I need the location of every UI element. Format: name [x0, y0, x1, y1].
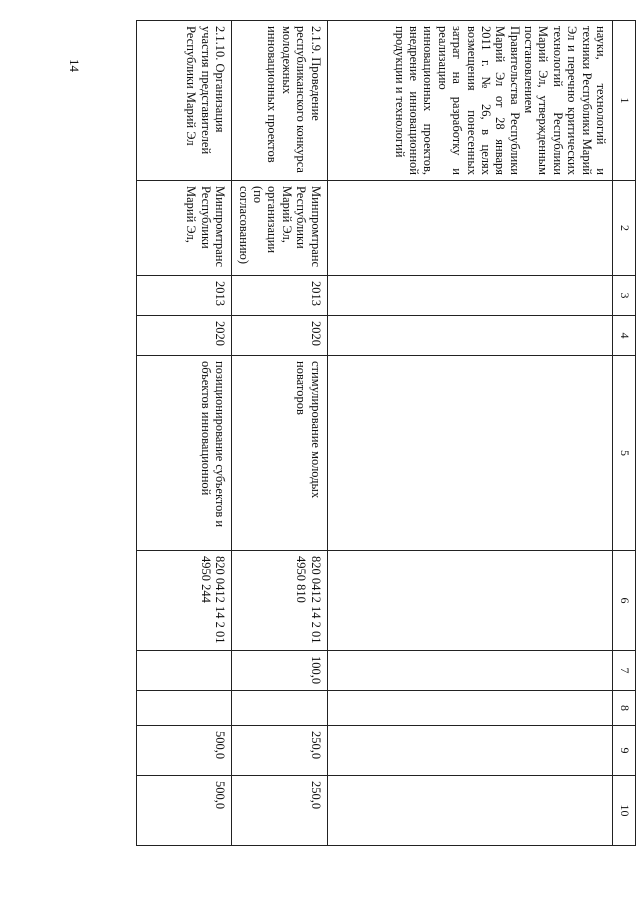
value-cell	[327, 691, 612, 726]
value-cell	[327, 776, 612, 846]
value-cell	[232, 691, 327, 726]
budget-code-cell	[327, 551, 612, 651]
header-cell: 9	[612, 726, 635, 776]
value-cell: 500,0	[137, 776, 232, 846]
table-row	[327, 21, 612, 846]
table-row	[137, 21, 232, 846]
end-year-cell: 2020	[232, 316, 327, 356]
value-cell: 250,0	[232, 776, 327, 846]
value-cell	[137, 651, 232, 691]
table-header-row	[612, 21, 635, 846]
start-year-cell	[327, 276, 612, 316]
budget-code-cell: 820 0412 14 2 01 4950 810	[232, 551, 327, 651]
budget-code-cell: 820 0412 14 2 01 4950 244	[137, 551, 232, 651]
header-cell: 2	[612, 181, 635, 276]
value-cell: 250,0	[232, 726, 327, 776]
table-row	[232, 21, 327, 846]
expected-result-cell: стимулирование молодых новаторов	[232, 356, 327, 551]
header-cell: 5	[612, 356, 635, 551]
executor-cell: Минпромтранс Республики Марий Эл,	[137, 181, 232, 276]
header-cell: 8	[612, 691, 635, 726]
start-year-cell: 2013	[232, 276, 327, 316]
value-cell	[327, 726, 612, 776]
header-cell: 10	[612, 776, 635, 846]
page-number: 14	[67, 59, 82, 72]
value-cell	[327, 651, 612, 691]
header-cell: 6	[612, 551, 635, 651]
rotated-table-frame	[136, 20, 636, 845]
header-cell: 7	[612, 651, 635, 691]
executor-cell: Минпромтранс Республики Марий Эл, организации (по согласованию)	[232, 181, 327, 276]
header-cell: 3	[612, 276, 635, 316]
program-table	[136, 20, 636, 846]
measure-description: 2.1.10. Организация участия представителей Республики Марий Эл	[137, 21, 232, 181]
executor-cell	[327, 181, 612, 276]
expected-result-cell	[327, 356, 612, 551]
value-cell	[137, 691, 232, 726]
value-cell: 500,0	[137, 726, 232, 776]
header-cell: 4	[612, 316, 635, 356]
end-year-cell	[327, 316, 612, 356]
header-cell: 1	[612, 21, 635, 181]
measure-description: науки, технологий и техники Республики Марий Эл и перечню критических технологий Республики Марий Эл, утвержденным постановлением Правительства Республики Марий Эл от 28 января 2011 г. № 26, в целях возмещения понесенных затрат на разработку и реализацию инновационных проектов, внедрение инновационной продукции и технологий	[327, 21, 612, 181]
start-year-cell: 2013	[137, 276, 232, 316]
value-cell: 100,0	[232, 651, 327, 691]
measure-description: 2.1.9. Проведение республиканского конкурса молодежных инновационных проектов	[232, 21, 327, 181]
end-year-cell: 2020	[137, 316, 232, 356]
expected-result-cell: позиционирование субъектов и объектов инновационной	[137, 356, 232, 551]
